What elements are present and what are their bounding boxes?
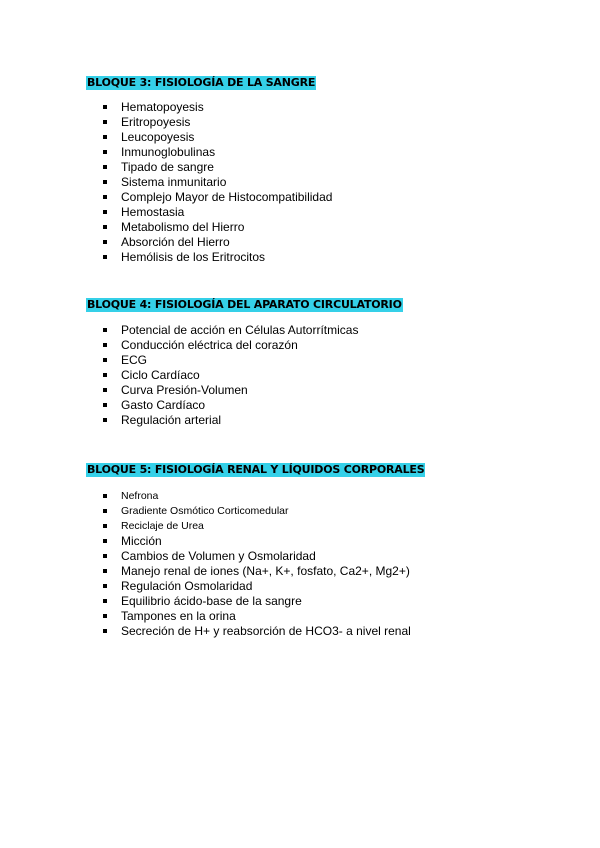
bullet-icon bbox=[103, 343, 107, 347]
bloque-4-heading: BLOQUE 4: FISIOLOGÍA DEL APARATO CIRCULATORIO bbox=[87, 298, 402, 311]
list-item: Metabolismo del Hierro bbox=[86, 220, 332, 235]
list-item: Nefrona bbox=[86, 489, 425, 504]
list-item: Curva Presión-Volumen bbox=[86, 383, 403, 398]
bullet-icon bbox=[103, 524, 107, 528]
list-item: Micción bbox=[86, 534, 425, 549]
list-item: Complejo Mayor de Histocompatibilidad bbox=[86, 190, 332, 205]
list-item: Tipado de sangre bbox=[86, 160, 332, 175]
bullet-icon bbox=[103, 614, 107, 618]
bullet-icon bbox=[103, 569, 107, 573]
list-item: Gradiente Osmótico Corticomedular bbox=[86, 504, 425, 519]
bullet-icon bbox=[103, 629, 107, 633]
list-item: Conducción eléctrica del corazón bbox=[86, 338, 403, 353]
bullet-icon bbox=[103, 403, 107, 407]
bullet-icon bbox=[103, 358, 107, 362]
bloque-4-list bbox=[86, 323, 403, 428]
bullet-icon bbox=[103, 373, 107, 377]
list-item: Tampones en la orina bbox=[86, 609, 425, 624]
bloque-3-heading: BLOQUE 3: FISIOLOGÍA DE LA SANGRE bbox=[87, 76, 316, 89]
bullet-icon bbox=[103, 554, 107, 558]
bullet-icon bbox=[103, 388, 107, 392]
list-item: Absorción del Hierro bbox=[86, 235, 332, 250]
bullet-icon bbox=[103, 328, 107, 332]
list-item: Sistema inmunitario bbox=[86, 175, 332, 190]
bullet-icon bbox=[103, 210, 107, 214]
bullet-icon bbox=[103, 120, 107, 124]
list-item: Regulación Osmolaridad bbox=[86, 579, 425, 594]
bullet-icon bbox=[103, 255, 107, 259]
list-item: Secreción de H+ y reabsorción de HCO3- a nivel renal bbox=[86, 624, 425, 639]
list-item: Potencial de acción en Células Autorrítmicas bbox=[86, 323, 403, 338]
list-item: Hematopoyesis bbox=[86, 100, 332, 115]
list-item: Manejo renal de iones (Na+, K+, fosfato, Ca2+, Mg2+) bbox=[86, 564, 425, 579]
list-item: Gasto Cardíaco bbox=[86, 398, 403, 413]
list-item: Hemostasia bbox=[86, 205, 332, 220]
bloque-3-list bbox=[86, 100, 332, 265]
list-item: Hemólisis de los Eritrocitos bbox=[86, 250, 332, 265]
bullet-icon bbox=[103, 509, 107, 513]
list-item: Regulación arterial bbox=[86, 413, 403, 428]
bloque-5-list bbox=[86, 489, 425, 639]
bloque-5-section bbox=[86, 460, 425, 639]
bullet-icon bbox=[103, 599, 107, 603]
bullet-icon bbox=[103, 195, 107, 199]
bullet-icon bbox=[103, 135, 107, 139]
bullet-icon bbox=[103, 494, 107, 498]
list-item: Equilibrio ácido-base de la sangre bbox=[86, 594, 425, 609]
bullet-icon bbox=[103, 240, 107, 244]
list-item: Eritropoyesis bbox=[86, 115, 332, 130]
bullet-icon bbox=[103, 150, 107, 154]
bullet-icon bbox=[103, 418, 107, 422]
list-item: ECG bbox=[86, 353, 403, 368]
bullet-icon bbox=[103, 165, 107, 169]
bloque-5-heading: BLOQUE 5: FISIOLOGÍA RENAL Y LÍQUIDOS CORPORALES bbox=[87, 463, 425, 476]
list-item: Inmunoglobulinas bbox=[86, 145, 332, 160]
bullet-icon bbox=[103, 105, 107, 109]
bullet-icon bbox=[103, 584, 107, 588]
list-item: Ciclo Cardíaco bbox=[86, 368, 403, 383]
bullet-icon bbox=[103, 539, 107, 543]
bullet-icon bbox=[103, 180, 107, 184]
list-item: Cambios de Volumen y Osmolaridad bbox=[86, 549, 425, 564]
list-item: Reciclaje de Urea bbox=[86, 519, 425, 534]
list-item: Leucopoyesis bbox=[86, 130, 332, 145]
bloque-3-section bbox=[86, 73, 332, 265]
bullet-icon bbox=[103, 225, 107, 229]
bloque-4-section bbox=[86, 295, 403, 428]
